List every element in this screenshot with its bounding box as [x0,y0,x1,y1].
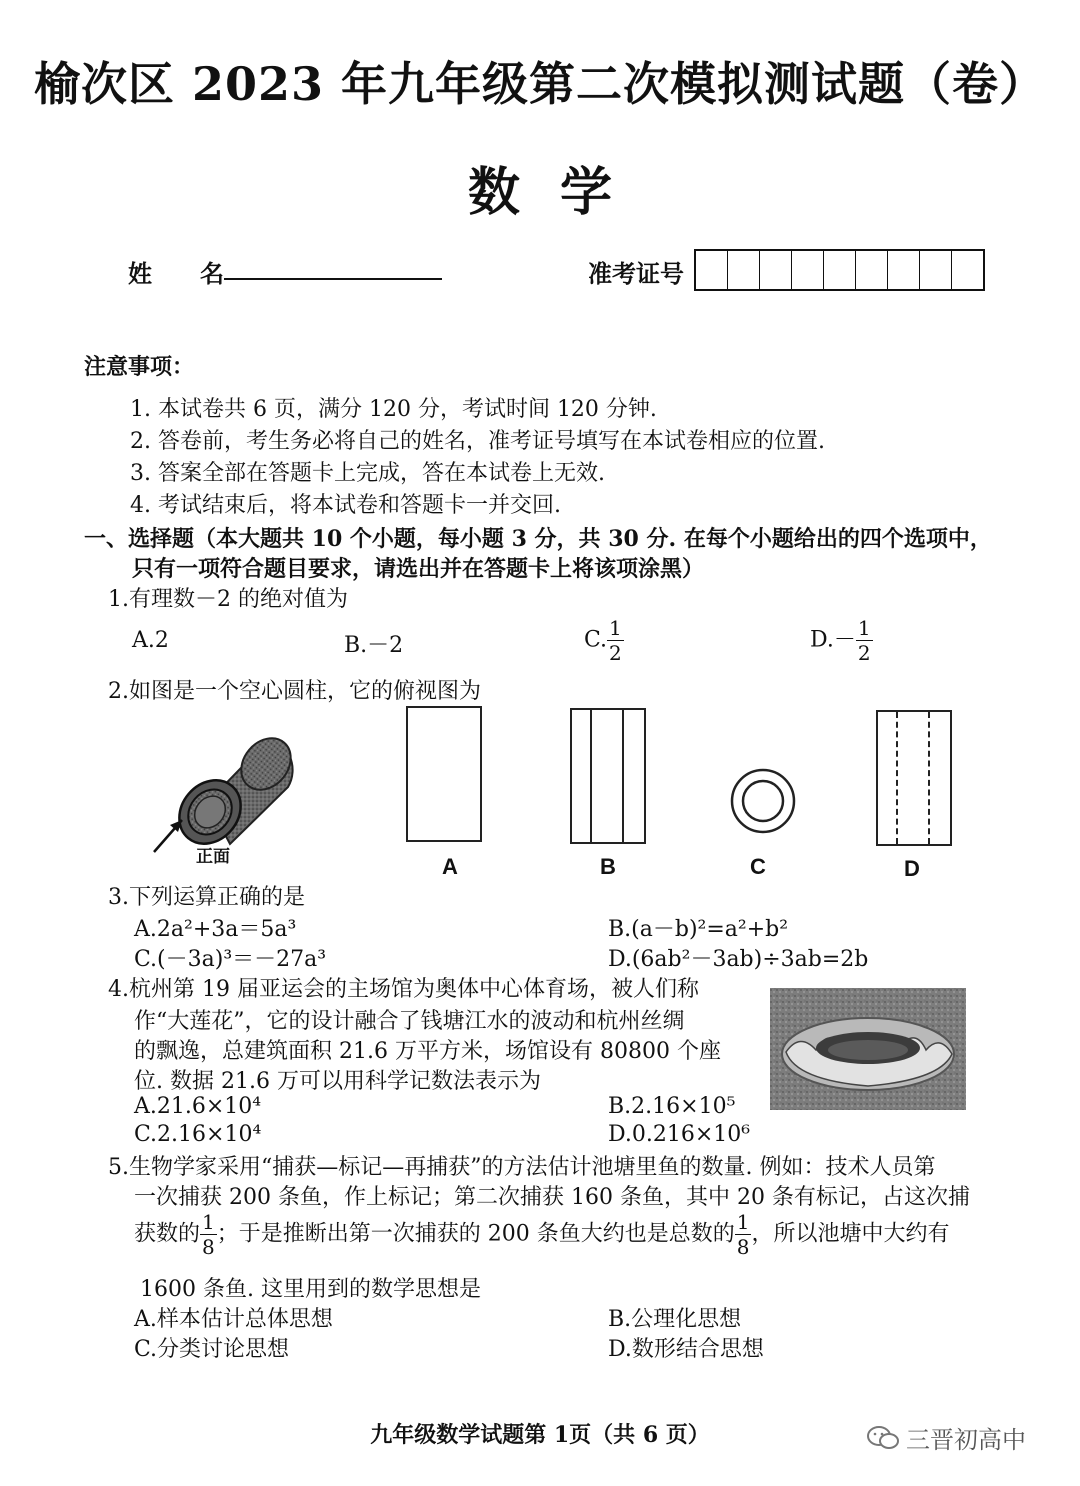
fraction: $\frac{1}{8}$ [736,1210,750,1259]
id-digit-box[interactable] [888,251,920,289]
text-segment: ；于是推断出第一次捕获的 200 条鱼大约也是总数的 [216,1221,735,1247]
q5-option-c: C.分类讨论思想 [134,1337,290,1362]
q3-option-b: B.(a－b)²=a²+b² [608,917,789,942]
q4-line: 4.杭州第 19 届亚运会的主场馆为奥体中心体育场，被人们称 [108,977,699,1002]
q4-line: 位. 数据 21.6 万可以用科学记数法表示为 [134,1069,541,1094]
section-heading: 一、选择题（本大题共 10 个小题，每小题 3 分，共 30 分. 在每个小题给出的四个选项中， [84,526,992,552]
q3-stem: 3.下列运算正确的是 [108,885,305,910]
id-number-boxes[interactable] [694,249,985,291]
exam-title: 榆次区 2023 年九年级第二次模拟测试题（卷） [33,57,1047,111]
q2-option-a-label: A [442,854,458,879]
dashed-line [896,712,898,844]
section-heading-cont: 只有一项符合题目要求，请选出并在答题卡上将该项涂黑） [132,556,705,582]
watermark-text: 三晋初高中 [906,1426,1026,1454]
q5-line: 5.生物学家采用“捕获—标记—再捕获”的方法估计池塘里鱼的数量. 例如：技术人员第 [108,1155,936,1180]
id-label: 准考证号 [588,259,684,288]
q1-stem: 1.有理数－2 的绝对值为 [108,587,348,612]
solid-line [622,710,624,842]
q4-option-a: A.21.6×10⁴ [134,1094,262,1119]
q1-option-b: B.－2 [344,633,404,658]
hollow-cylinder-figure [148,712,298,862]
watermark [866,1420,1026,1455]
q1-option-a: A.2 [132,628,169,653]
fraction: $\frac{1}{2}$ [609,616,622,665]
q5-line: 1600 条鱼. 这里用到的数学思想是 [140,1277,481,1302]
q4-option-d: D.0.216×10⁶ [608,1122,751,1147]
q5-option-a: A.样本估计总体思想 [134,1307,333,1332]
id-digit-box[interactable] [952,251,983,289]
option-b-rectangle [570,708,646,844]
fraction: $\frac{1}{8}$ [202,1210,215,1259]
note-item: 2. 答卷前，考生务必将自己的姓名，准考证号填写在本试卷相应的位置. [130,429,825,454]
q5-line: 一次捕获 200 条鱼，作上标记；第二次捕获 160 条鱼，其中 20 条有标记，占这次捕 [134,1185,970,1210]
id-digit-box[interactable] [792,251,824,289]
text-segment: 获数的 [134,1221,201,1247]
solid-line [590,710,592,842]
stadium-photo [770,988,966,1110]
page-footer: 九年级数学试题第 1页（共 6 页） [370,1422,710,1448]
notes-heading: 注意事项： [84,354,195,380]
q2-stem: 2.如图是一个空心圆柱，它的俯视图为 [108,679,481,704]
option-prefix: D.－ [810,627,856,653]
id-digit-box[interactable] [760,251,792,289]
q4-line: 的飘逸，总建筑面积 21.6 万平方米，场馆设有 80800 个座 [134,1039,721,1064]
q4-option-b: B.2.16×10⁵ [608,1094,736,1119]
option-a-rectangle [406,706,482,842]
id-digit-box[interactable] [696,251,728,289]
option-prefix: C. [584,627,608,653]
q4-option-c: C.2.16×10⁴ [134,1122,262,1147]
id-digit-box[interactable] [856,251,888,289]
dashed-line [928,712,930,844]
q1-option-d [810,618,873,663]
id-digit-box[interactable] [920,251,952,289]
note-item: 1. 本试卷共 6 页，满分 120 分，考试时间 120 分钟. [130,397,657,422]
note-item: 3. 答案全部在答题卡上完成，答在本试卷上无效. [130,461,605,486]
q2-option-c-label: C [750,854,766,879]
name-label: 姓 名 [128,259,224,288]
fraction: $\frac{1}{2}$ [857,616,871,665]
front-label: 正面 [196,847,230,867]
text-segment: ，所以池塘中大约有 [751,1221,950,1247]
wechat-icon [866,1424,900,1452]
q5-option-b: B.公理化思想 [608,1307,742,1332]
q3-option-a: A.2a²+3a＝5a³ [134,917,297,942]
q4-line: 作“大莲花”，它的设计融合了钱塘江水的波动和杭州丝绸 [134,1009,685,1034]
option-d-rectangle [876,710,952,846]
q3-option-c: C.(－3a)³＝－27a³ [134,947,327,972]
q1-option-c [584,618,624,663]
name-field[interactable] [224,250,442,280]
q5-line-with-fractions [134,1212,949,1257]
q3-option-d: D.(6ab²－3ab)÷3ab=2b [608,947,869,972]
q2-option-d-label: D [904,856,920,881]
note-item: 4. 考试结束后，将本试卷和答题卡一并交回. [130,493,561,518]
q2-option-b-label: B [600,854,616,879]
id-digit-box[interactable] [824,251,856,289]
subject-title: 数学 [467,162,652,223]
id-digit-box[interactable] [728,251,760,289]
option-c-rings [728,766,798,836]
q5-option-d: D.数形结合思想 [608,1337,764,1362]
